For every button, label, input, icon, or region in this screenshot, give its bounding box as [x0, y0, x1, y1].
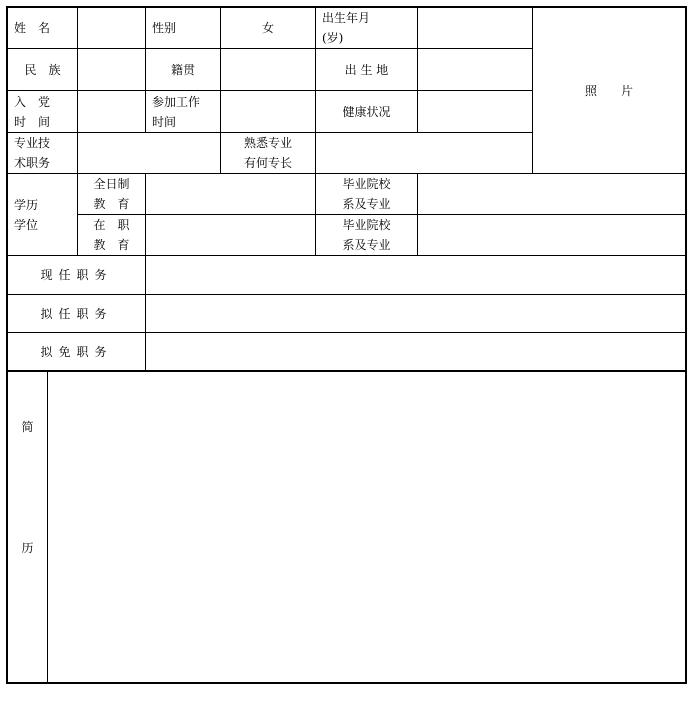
- school-label-line1: 毕业院校: [342, 177, 391, 191]
- health-label: [316, 91, 417, 132]
- proposed-removal-label-text: 拟免职务: [40, 344, 113, 359]
- inservice-label-line1: 在 职: [93, 218, 130, 232]
- resume-label-char1: 简: [21, 420, 34, 434]
- specialty-label-line1: 熟悉专业: [243, 136, 292, 150]
- resume-label-1: [8, 415, 47, 439]
- current-post-label: [8, 256, 145, 294]
- title-label-line1: 专业技: [14, 136, 51, 150]
- specialty-label: [221, 133, 315, 173]
- specialty-label-line2: 有何专长: [243, 156, 292, 170]
- current-post-value[interactable]: [146, 256, 685, 294]
- fulltime-label: [78, 174, 145, 214]
- birthplace-label-text: 出 生 地: [344, 62, 389, 77]
- school-label-line2: 系及专业: [342, 197, 391, 211]
- ethnicity-value[interactable]: [78, 49, 145, 90]
- resume-label-char2: 历: [21, 541, 34, 555]
- work-start-label: [146, 91, 220, 132]
- birth-label-line2: (岁): [322, 31, 344, 45]
- name-label: [8, 8, 77, 48]
- birthplace-value[interactable]: [418, 49, 532, 90]
- school2-value[interactable]: [418, 215, 685, 255]
- title-label: [8, 133, 77, 173]
- birth-value[interactable]: [418, 8, 532, 48]
- proposed-post-label: [8, 295, 145, 332]
- school2-label-line1: 毕业院校: [342, 218, 391, 232]
- name-value[interactable]: [78, 8, 145, 48]
- education-label-line2: 学位: [14, 217, 39, 232]
- border-bottom: [6, 682, 687, 684]
- title-label-line2: 术职务: [14, 156, 51, 170]
- resume-value[interactable]: [48, 372, 685, 682]
- ethnicity-label: [8, 49, 77, 90]
- fulltime-label-line2: 教 育: [93, 197, 130, 211]
- native-place-value[interactable]: [221, 49, 315, 90]
- title-value[interactable]: [78, 133, 220, 173]
- work-start-label-line1: 参加工作: [152, 94, 201, 109]
- birth-label-line1: 出生年月: [322, 11, 371, 25]
- party-label-line1: 入 党: [14, 94, 51, 109]
- gender-label: [146, 8, 220, 48]
- work-start-label-line2: 时间: [152, 114, 177, 129]
- gender-value[interactable]: [221, 8, 315, 48]
- photo-label: 照 片: [584, 83, 633, 98]
- education-label-line1: 学历: [14, 197, 39, 212]
- proposed-removal-value[interactable]: [146, 333, 685, 370]
- name-label-text: 姓 名: [14, 21, 51, 35]
- school-label: [316, 174, 417, 214]
- current-post-label-text: 现任职务: [40, 268, 113, 282]
- fulltime-label-line1: 全日制: [93, 177, 130, 191]
- health-label-text: 健康状况: [342, 104, 391, 119]
- fulltime-value[interactable]: [146, 174, 315, 214]
- proposed-post-value[interactable]: [146, 295, 685, 332]
- resume-label-2: [8, 536, 47, 560]
- party-label: [8, 91, 77, 132]
- education-label: [8, 174, 77, 255]
- health-value[interactable]: [418, 91, 532, 132]
- gender-value-text: 女: [261, 21, 274, 35]
- proposed-post-label-text: 拟任职务: [40, 306, 113, 321]
- inservice-label-line2: 教 育: [93, 238, 130, 252]
- ethnicity-label-text: 民 族: [24, 62, 61, 77]
- specialty-value[interactable]: [316, 133, 532, 173]
- school2-label: [316, 215, 417, 255]
- native-place-label: [146, 49, 220, 90]
- inservice-label: [78, 215, 145, 255]
- gender-label-text: 性别: [152, 21, 177, 35]
- party-value[interactable]: [78, 91, 145, 132]
- photo-box[interactable]: [533, 8, 685, 173]
- work-start-value[interactable]: [221, 91, 315, 132]
- border-right: [685, 6, 687, 684]
- native-place-label-text: 籍贯: [170, 62, 195, 77]
- school-value[interactable]: [418, 174, 685, 214]
- party-label-line2: 时 间: [14, 114, 51, 129]
- birthplace-label: [316, 49, 417, 90]
- birth-label: [316, 8, 417, 48]
- proposed-removal-label: [8, 333, 145, 370]
- school2-label-line2: 系及专业: [342, 238, 391, 252]
- inservice-value[interactable]: [146, 215, 315, 255]
